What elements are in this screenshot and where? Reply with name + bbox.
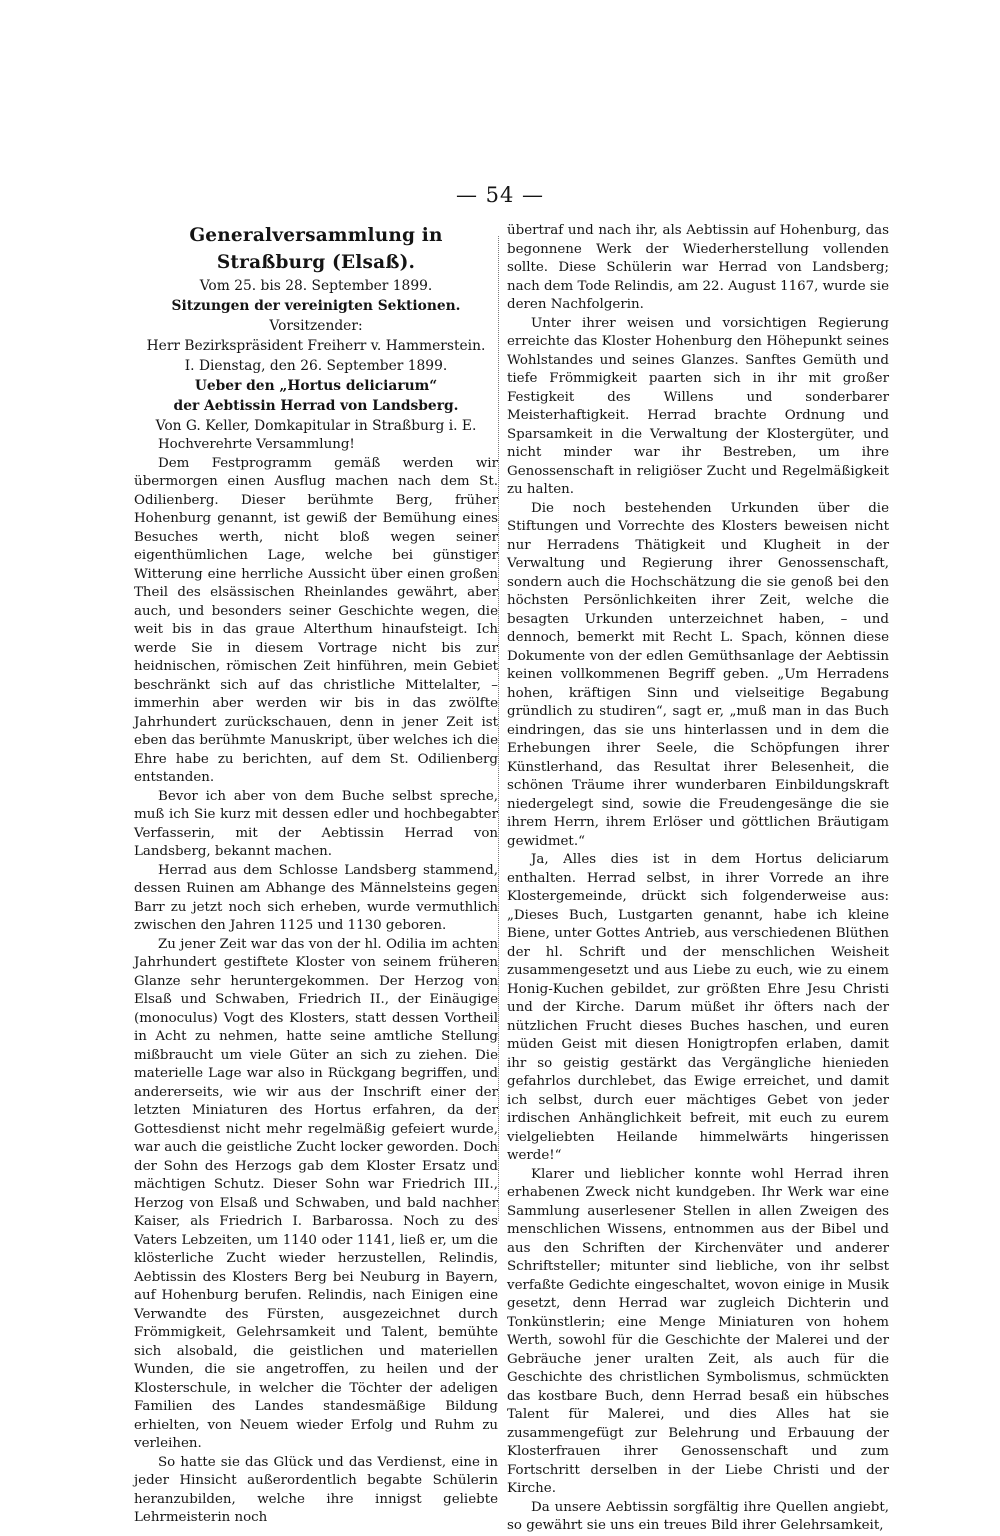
lecture-title-line-1: Ueber den „Hortus deliciarum“	[194, 378, 438, 394]
paragraph: übertraf und nach ihr, als Aebtissin auf Hohenburg, das begonnene Werk der Wiederherstellung vollenden sollte. Diese Schülerin war Herrad von Landsberg; nach dem Tode Relindis, am 22. August 1167, wurde sie deren Nachfolgerin.	[507, 223, 889, 312]
paragraph: Herrad aus dem Schlosse Landsberg stammend, dessen Ruinen am Abhange des Männelsteins gegen Barr zu jetzt noch sich erheben, wurde vermuthlich zwischen den Jahren 1125 und 1130 geboren.	[134, 862, 498, 933]
session-day: I. Dienstag, den 26. September 1899.	[184, 358, 448, 374]
paragraph: Ja, Alles dies ist in dem Hortus deliciarum enthalten. Herrad selbst, in ihrer Vorrede an ihre Klostergemeinde, drückt sich folgenderweise aus: „Dieses Buch, Lustgarten genannt, habe ich kleine Biene, unter Gottes Antrieb, aus verschiedenen Blüthen der hl. Schrift und der menschlichen Weisheit zusammengesetzt und aus Liebe zu euch, wie zu einem Honig-Kuchen gebildet, zur größten Ehre Jesu Christi und der Kirche. Darum müßet ihr öfters nach der nützlichen Frucht dieses Buches haschen, und euren müden Geist mit diesen Honigtropfen erlaben, damit ihr so geistig gestärkt das Vergängliche hienieden gefahrlos durchlebet, das Ewige erreichet, und damit ich selbst, durch euer mächtiges Gebet von jeder irdischen Anhänglichkeit befreit, mit euch zu eurem vielgeliebten Heilande himmelwärts hingerissen werde!“	[507, 852, 889, 1163]
right-column	[507, 222, 889, 1536]
paragraph: Unter ihrer weisen und vorsichtigen Regierung erreichte das Kloster Hohenburg den Höhepunkt seines Wohlstandes und seines Glanzes. Sanftes Gemüth und tiefe Frömmigkeit paarten sich in ihr mit großer Festigkeit des Willens und sonderbarer Meisterhaftigkeit. Herrad brachte Ordnung und Sparsamkeit in die Verwaltung der Klostergüter, und nicht minder war ihr Bestreben, um ihre Genossenschaft in religiöser Zucht und Regelmäßigkeit zu halten.	[507, 315, 889, 497]
paragraph: Da unsere Aebtissin sorgfältig ihre Quellen angiebt, so gewährt sie uns ein treues Bild ihrer Gelehrsamkeit,	[507, 1499, 889, 1533]
paragraph: Die noch bestehenden Urkunden über die Stiftungen und Vorrechte des Klosters beweisen nicht nur Herradens Thätigkeit und Klugheit in der Verwaltung und Regierung ihrer Genossenschaft, sondern auch die Hochschätzung die sie genoß bei den höchsten Persönlichkeiten ihrer Zeit, welche die besagten Urkunden unterzeichnet haben, – und dennoch, bemerkt mit Recht L. Spach, können diese Dokumente von der edlen Gemüthsanlage der Aebtissin keinen vollkommenen Begriff geben. „Um Herradens hohen, kräftigen Sinn und vielseitige Begabung gründlich zu studiren“, sagt er, „muß man in das Buch eindringen, das sie uns hinterlassen und in dem die Erhebungen ihrer Seele, die Schöpfungen ihrer Künstlerhand, das Resultat ihrer Belesenheit, die schönen Träume ihrer wunderbaren Einbildungskraft niedergelegt sind, sowie die Freudengesänge die sie ihrem Herrn, ihrem Erlöser und göttlichen Bräutigam gewidmet.“	[507, 500, 889, 849]
chair-label: Vorsitzender:	[269, 318, 363, 334]
paragraph: So hatte sie das Glück und das Verdienst, eine in jeder Hinsicht außerordentlich begabte Schülerin heranzubilden, welche ihre innigst geliebte Lehrmeisterin noch	[134, 1454, 498, 1525]
paragraph: Zu jener Zeit war das von der hl. Odilia im achten Jahrhundert gestiftete Kloster von seinem früheren Glanze sehr heruntergekommen. Der Herzog von Elsaß und Schwaben, Friedrich II., der Einäugige (monoculus) Vogt des Klosters, statt dessen Vortheil in Acht zu nehmen, hatte seine amtliche Stellung mißbraucht um viele Güter an sich zu ziehen. Die materielle Lage war also in Rückgang begriffen, und andererseits, wie wir aus der Inschrift einer der letzten Miniaturen des Hortus erfahren, da der Gottesdienst nicht mehr regelmäßig gefeiert wurde, war auch die geistliche Zucht locker geworden. Doch der Sohn des Herzogs gab dem Kloster Ersatz und mächtigen Schutz. Dieser Sohn war Friedrich III., Herzog von Elsaß und Schwaben, und bald nachher Kaiser, als Friedrich I. Barbarossa. Noch zu des Vaters Lebzeiten, um 1140 oder 1141, ließ er, um die klösterliche Zucht wieder herzustellen, Relindis, Aebtissin des Klosters Berg bei Neuburg in Bayern, auf Hohenburg berufen. Relindis, nach Einigen eine Verwandte des Fürsten, ausgezeichnet durch Frömmigkeit, Gelehrsamkeit und Talent, bemühte sich alsobald, die geistlichen und materiellen Wunden, die sie angetroffen, zu heilen und der Klosterschule, in welcher die Töchter der adeligen Familien des Landes standesmäßige Bildung erhielten, von Neuem wieder Erfolg und Ruhm zu verleihen.	[134, 936, 498, 1451]
chair-name: Herr Bezirkspräsident Freiherr v. Hammerstein.	[146, 338, 486, 354]
page-number: — 54 —	[455, 183, 545, 207]
lecture-author: Von G. Keller, Domkapitular in Straßburg i. E.	[155, 418, 477, 434]
paragraph: Bevor ich aber von dem Buche selbst spreche, muß ich Sie kurz mit dessen edler und hochbegabter Verfasserin, mit der Aebtissin Herrad von Landsberg, bekannt machen.	[134, 788, 498, 859]
left-column	[134, 222, 498, 1528]
column-divider	[498, 236, 499, 1221]
lecture-title-line-2: der Aebtissin Herrad von Landsberg.	[173, 398, 459, 414]
paragraph: Dem Festprogramm gemäß werden wir übermorgen einen Ausflug machen nach dem St. Odilienberg. Dieser berühmte Berg, früher Hohenburg genannt, ist gewiß der Bemühung eines Besuches werth, nicht bloß wegen seiner eigenthümlichen Lage, welche bei günstiger Witterung eine herrliche Aussicht über einen großen Theil des elsässischen Rheinlandes gewährt, aber auch, und besonders seiner Geschichte wegen, die weit bis in das graue Alterthum hinaufsteigt. Ich werde Sie in diesem Vortrage nicht bis zur heidnischen, römischen Zeit hinführen, mein Gebiet beschränkt sich auf das christliche Mittelalter, – immerhin aber werden wir bis in das zwölfte Jahrhundert zurückschauen, denn in jener Zeit ist eben das berühmte Manuskript, über welches ich die Ehre habe zu berichten, auf dem St. Odilienberg entstanden.	[134, 455, 498, 785]
salutation: Hochverehrte Versammlung!	[158, 437, 355, 452]
meeting-dates: Vom 25. bis 28. September 1899.	[199, 278, 433, 294]
article-title: Generalversammlung in Straßburg (Elsaß).	[189, 225, 443, 273]
paragraph: Klarer und lieblicher konnte wohl Herrad ihren erhabenen Zweck nicht kundgeben. Ihr Werk war eine Sammlung auserlesener Stellen in allen Zweigen des menschlichen Wissens, entnommen aus der Bibel und aus den Schriften der Kirchenväter und anderer Schriftsteller; mitunter sind liebliche, von ihr selbst verfaßte Gedichte eingeschaltet, wovon einige in Musik gesetzt, denn Herrad war zugleich Dichterin und Tonkünstlerin; eine Menge Miniaturen von hohem Werth, sowohl für die Geschichte der Malerei und der Gebräuche jener uralten Zeit, als auch für die Geschichte des christlichen Symbolismus, schmückten das kostbare Buch, denn Herrad besaß ein hübsches Talent für Malerei, und dies Alles hat sie zusammengefügt zur Belehrung und Erbauung der Klosterfrauen ihrer Genossenschaft und zum Fortschritt derselben in der Liebe Christi und der Kirche.	[507, 1166, 889, 1496]
sessions-heading: Sitzungen der vereinigten Sektionen.	[171, 298, 461, 314]
